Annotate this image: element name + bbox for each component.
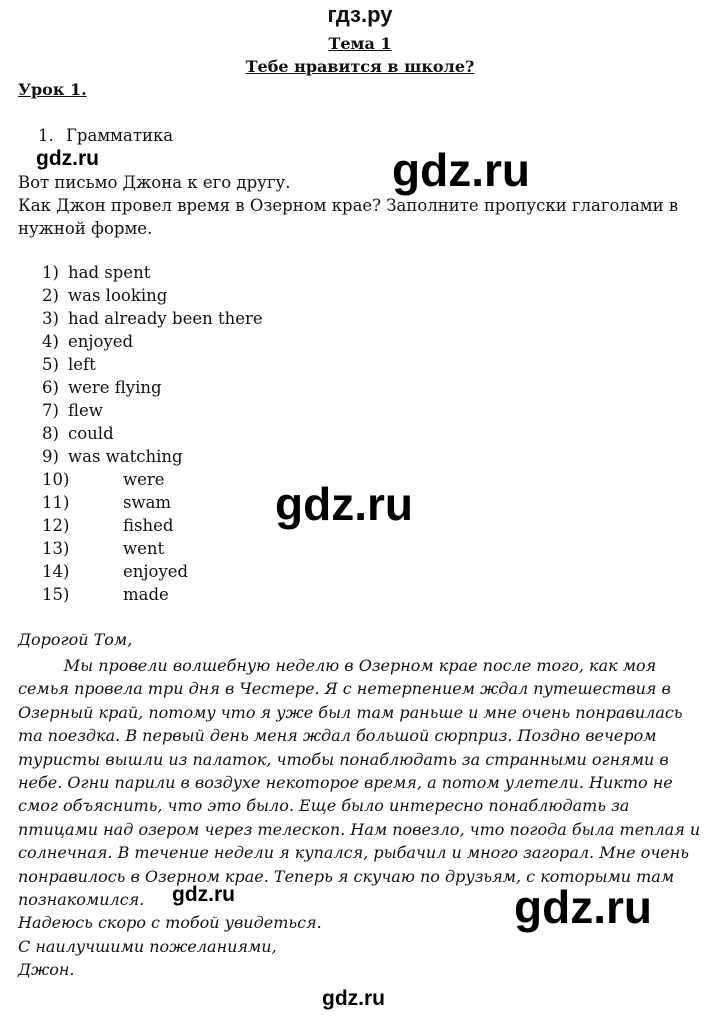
letter-line: Надеюсь скоро с тобой увидеться. — [18, 913, 322, 933]
answer-text: enjoyed — [123, 562, 189, 581]
watermark: gdz.ru — [172, 883, 235, 906]
letter-line: семья провела три дня в Честере. Я с нетерпением ждал путешествия в — [18, 679, 671, 699]
instruction-line: Вот письмо Джона к его другу. — [18, 173, 291, 192]
letter-line: Мы провели волшебную неделю в Озерном крае после того, как моя — [18, 656, 657, 675]
watermark: gdz.ru — [36, 147, 99, 170]
answer-text: had spent — [68, 263, 151, 282]
answer-number: 8) — [42, 424, 59, 443]
answer-number: 2) — [42, 286, 59, 305]
answer-item — [42, 445, 342, 468]
answer-number: 14) — [42, 562, 70, 581]
answer-item — [42, 537, 342, 560]
task-number: 1. — [38, 126, 54, 145]
answer-number: 3) — [42, 309, 59, 328]
instruction-line: нужной форме. — [18, 219, 153, 238]
answer-number: 11) — [42, 493, 70, 512]
answer-text: fished — [123, 516, 174, 535]
answer-text: could — [68, 424, 114, 443]
answer-item — [42, 583, 342, 606]
letter-line: смог объяснить, что это было. Еще было интересно понаблюдать за — [18, 796, 630, 816]
answer-number: 15) — [42, 585, 70, 604]
answer-text: made — [123, 585, 169, 604]
answer-item — [42, 307, 342, 330]
answer-number: 4) — [42, 332, 59, 351]
answer-number: 13) — [42, 539, 70, 558]
answer-text: flew — [68, 401, 103, 420]
letter-line: птицами над озером через телескоп. Нам повезло, что погода была теплая и — [18, 819, 701, 839]
answer-text: was watching — [68, 447, 183, 466]
letter-line: туристы вышли из палаток, чтобы понаблюдать за странными огнями в — [18, 749, 669, 769]
watermark: gdz.ru — [392, 144, 530, 196]
instruction-line: Как Джон провел время в Озерном крае? Заполните пропуски глаголами в — [18, 196, 679, 215]
letter-line: солнечная. В течение недели я купался, рыбачил и много загорал. Мне очень — [18, 843, 690, 863]
watermark: gdz.ru — [514, 881, 652, 933]
answer-number: 7) — [42, 401, 59, 420]
letter-line: понравилось в Озерном крае. Теперь я скучаю по друзьям, с которыми там — [18, 866, 675, 886]
letter-line: Озерный край, потому что я уже был там раньше и мне очень понравилась — [18, 702, 683, 722]
answer-item — [42, 353, 342, 376]
answer-item — [42, 376, 342, 399]
letter-line: С наилучшими пожеланиями, — [18, 936, 277, 956]
answer-number: 10) — [42, 470, 70, 489]
answer-number: 12) — [42, 516, 70, 535]
topic-subtitle: Тебе нравится в школе? — [245, 57, 475, 76]
answer-text: were flying — [68, 378, 162, 397]
watermark: gdz.ru — [275, 478, 413, 530]
answer-text: had already been there — [68, 309, 263, 328]
letter-greeting: Дорогой Том, — [18, 630, 133, 649]
answer-text: went — [123, 539, 165, 558]
answer-item — [42, 560, 342, 583]
site-header: гдз.ру — [327, 2, 393, 27]
answer-item — [42, 330, 342, 353]
letter-line: та поездка. В первый день меня ждал большой сюрприз. Поздно вечером — [18, 726, 657, 746]
answer-item — [42, 284, 342, 307]
answer-text: were — [123, 470, 165, 489]
letter-line: небе. Огни парили в воздухе некоторое время, а потом улетели. Никто не — [18, 773, 673, 793]
answer-text: was looking — [68, 286, 168, 305]
task-heading — [38, 126, 173, 145]
letter-line: познакомился. — [18, 890, 145, 910]
lesson-title: Урок 1. — [18, 80, 87, 99]
answer-number: 5) — [42, 355, 59, 374]
answer-text: enjoyed — [68, 332, 134, 351]
answer-list — [42, 261, 342, 606]
answer-item — [42, 399, 342, 422]
answer-text: swam — [123, 493, 172, 512]
answer-text: left — [68, 355, 96, 374]
answer-item — [42, 422, 342, 445]
answer-number: 9) — [42, 447, 59, 466]
task-title: Грамматика — [66, 126, 174, 145]
answer-number: 1) — [42, 263, 59, 282]
answer-number: 6) — [42, 378, 59, 397]
answer-item — [42, 261, 342, 284]
letter-line: Джон. — [18, 960, 75, 980]
watermark: gdz.ru — [322, 987, 385, 1010]
topic-title: Тема 1 — [328, 34, 392, 53]
